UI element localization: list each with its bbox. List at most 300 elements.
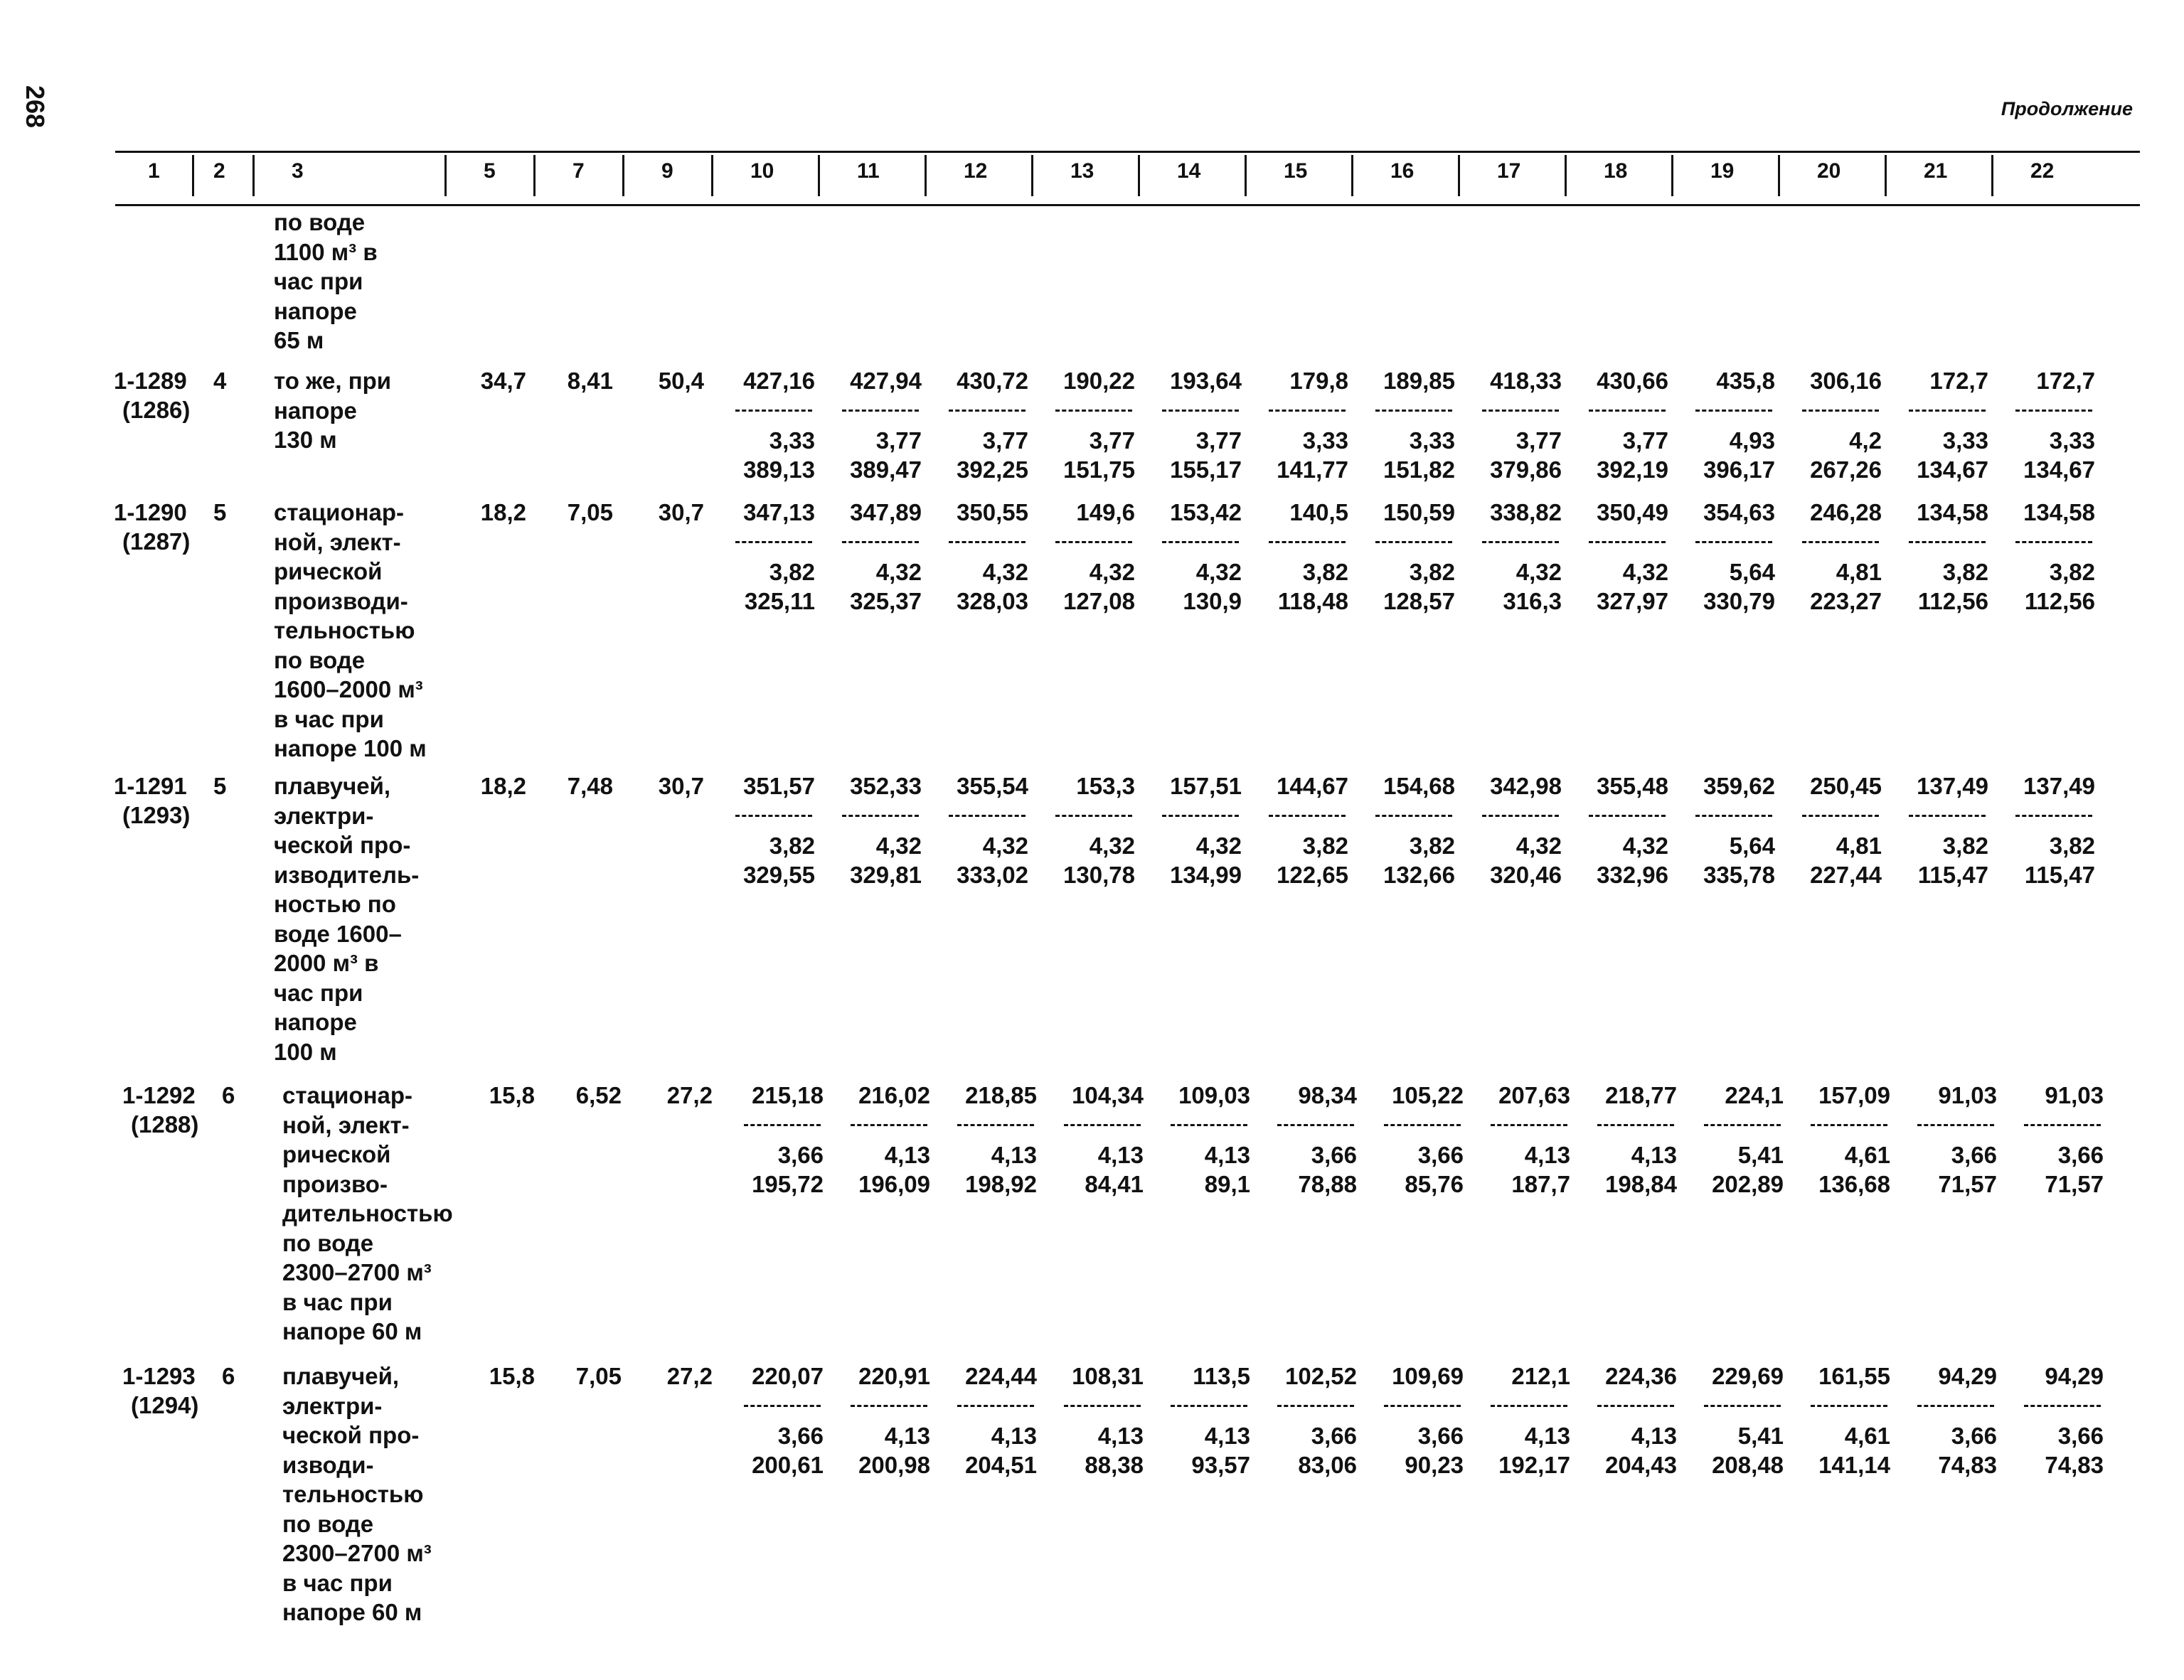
cell-wage: 4,93 — [1729, 427, 1775, 454]
row-c9: 30,7 — [658, 773, 704, 799]
fraction-cell — [2005, 498, 2095, 616]
row-c5: 15,8 — [489, 1363, 535, 1389]
row-description — [274, 366, 391, 455]
cell-materials: 127,08 — [1063, 588, 1135, 614]
page-number: 268 — [21, 85, 50, 129]
fraction-bar — [1917, 1405, 1994, 1407]
fraction-bar — [1695, 410, 1772, 412]
cell-total: 104,34 — [1072, 1082, 1144, 1108]
cell-materials: 389,47 — [850, 456, 922, 483]
description-line: ностью по — [274, 891, 396, 917]
cell-total: 161,55 — [1818, 1363, 1890, 1389]
fraction-cell — [1685, 498, 1775, 616]
row-col-2: 4 — [213, 368, 227, 394]
cell-total: 427,94 — [850, 368, 922, 394]
fraction-bar — [1375, 541, 1452, 543]
description-line: в час при — [282, 1569, 393, 1596]
fraction-bar — [1269, 541, 1346, 543]
fraction-bar — [2015, 815, 2092, 817]
cell-materials: 74,83 — [2045, 1452, 2104, 1478]
cell-total: 347,89 — [850, 499, 922, 525]
cell-total: 212,1 — [1511, 1363, 1570, 1389]
cell-materials: 335,78 — [1703, 862, 1775, 888]
cell-wage: 3,66 — [1951, 1142, 1997, 1168]
cell-wage: 4,32 — [982, 833, 1028, 859]
cell-total: 189,85 — [1383, 368, 1455, 394]
row-c7: 7,05 — [567, 499, 613, 525]
description-line: тельностью — [274, 617, 415, 643]
fraction-bar — [735, 815, 812, 817]
cell-wage: 4,61 — [1844, 1423, 1890, 1449]
cell-materials: 328,03 — [957, 588, 1028, 614]
row-code: 1-1293 — [122, 1363, 196, 1389]
cell-materials: 195,72 — [752, 1171, 824, 1197]
description-line: плавучей, — [274, 773, 391, 799]
cell-wage: 4,32 — [1622, 559, 1668, 585]
cell-total: 207,63 — [1498, 1082, 1570, 1108]
row-c7: 8,41 — [567, 368, 613, 394]
description-line: произво- — [282, 1170, 388, 1197]
fraction-bar — [1384, 1405, 1461, 1407]
cell-materials: 134,67 — [2023, 456, 2095, 483]
cell-wage: 3,33 — [1942, 427, 1988, 454]
fraction-bar — [2015, 541, 2092, 543]
cell-materials: 200,61 — [752, 1452, 824, 1478]
cell-total: 179,8 — [1289, 368, 1348, 394]
cell-materials: 192,17 — [1498, 1452, 1570, 1478]
cell-wage: 4,32 — [1195, 559, 1242, 585]
cell-wage: 5,64 — [1729, 833, 1775, 859]
fraction-bar — [1491, 1124, 1567, 1126]
fraction-bar — [1802, 410, 1879, 412]
fraction-bar — [842, 541, 919, 543]
cell-wage: 4,2 — [1849, 427, 1882, 454]
header-separator-line — [711, 155, 713, 196]
fraction-cell — [1374, 1361, 1464, 1480]
cell-materials: 227,44 — [1810, 862, 1882, 888]
cell-materials: 130,78 — [1063, 862, 1135, 888]
cell-total: 105,22 — [1392, 1082, 1464, 1108]
description-line: 1600–2000 м³ — [274, 676, 423, 702]
cell-total: 153,42 — [1170, 499, 1242, 525]
cell-materials: 78,88 — [1298, 1171, 1357, 1197]
fraction-cell — [1792, 366, 1882, 484]
cell-total: 435,8 — [1716, 368, 1775, 394]
cell-materials: 325,37 — [850, 588, 922, 614]
cell-wage: 3,66 — [1417, 1142, 1464, 1168]
description-line: рической — [274, 558, 383, 584]
cell-total: 193,64 — [1170, 368, 1242, 394]
fraction-bar — [1695, 541, 1772, 543]
description-line: то же, при — [274, 368, 392, 394]
cell-materials: 223,27 — [1810, 588, 1882, 614]
description-line: 2300–2700 м³ — [282, 1259, 432, 1285]
fraction-bar — [2015, 410, 2092, 412]
cell-total: 430,66 — [1597, 368, 1668, 394]
description-line: рической — [282, 1141, 391, 1167]
cell-total: 224,36 — [1605, 1363, 1677, 1389]
fraction-bar — [949, 815, 1026, 817]
fraction-cell — [1054, 1081, 1144, 1199]
fraction-cell — [1365, 498, 1455, 616]
fraction-bar — [1704, 1124, 1781, 1126]
fraction-cell — [832, 771, 922, 889]
fraction-cell — [1045, 498, 1135, 616]
cell-materials: 392,19 — [1597, 456, 1668, 483]
cell-wage: 5,64 — [1729, 559, 1775, 585]
description-line: по воде — [274, 646, 366, 673]
cell-total: 154,68 — [1383, 773, 1455, 799]
cell-total: 98,34 — [1298, 1082, 1357, 1108]
fraction-cell — [1694, 1081, 1784, 1199]
description-line: напоре — [274, 1009, 357, 1035]
cell-materials: 93,57 — [1191, 1452, 1250, 1478]
cell-total: 108,31 — [1072, 1363, 1144, 1389]
fraction-cell — [1801, 1361, 1890, 1480]
cell-total: 215,18 — [752, 1082, 824, 1108]
cell-wage: 3,33 — [1409, 427, 1455, 454]
cell-total: 94,29 — [1938, 1363, 1997, 1389]
cell-materials: 122,65 — [1277, 862, 1348, 888]
cell-materials: 396,17 — [1703, 456, 1775, 483]
cell-wage: 4,13 — [1204, 1142, 1250, 1168]
description-line: ческой про- — [282, 1422, 420, 1448]
cell-wage: 4,32 — [1516, 833, 1562, 859]
description-line: 2000 м³ в — [274, 950, 379, 976]
column-header-1: 1 — [148, 159, 160, 183]
row-code-alt: (1293) — [122, 802, 191, 828]
fraction-bar — [1384, 1124, 1461, 1126]
cell-total: 350,49 — [1597, 499, 1668, 525]
cell-wage: 3,66 — [777, 1423, 824, 1449]
fraction-bar — [1491, 1405, 1567, 1407]
cell-materials: 112,56 — [2024, 588, 2095, 614]
row-description — [282, 1081, 453, 1347]
cell-wage: 4,32 — [1516, 559, 1562, 585]
header-separator-line — [192, 155, 194, 196]
cell-wage: 3,66 — [777, 1142, 824, 1168]
fraction-bar — [851, 1124, 927, 1126]
cell-materials: 316,3 — [1503, 588, 1562, 614]
cell-wage: 3,77 — [1089, 427, 1135, 454]
cell-wage: 4,13 — [1524, 1142, 1570, 1168]
cell-wage: 4,13 — [1204, 1423, 1250, 1449]
cell-materials: 330,79 — [1703, 588, 1775, 614]
fraction-cell — [2005, 366, 2095, 484]
fraction-bar — [1269, 410, 1346, 412]
fraction-cell — [1161, 1361, 1250, 1480]
description-line: час при — [274, 268, 363, 294]
fraction-bar — [1269, 815, 1346, 817]
cell-materials: 115,47 — [1917, 862, 1988, 888]
cell-total: 109,03 — [1178, 1082, 1250, 1108]
description-line: плавучей, — [282, 1363, 400, 1389]
description-line: изводитель- — [274, 861, 420, 888]
fraction-bar — [744, 1124, 821, 1126]
header-separator-line — [1031, 155, 1033, 196]
fraction-bar — [1171, 1405, 1247, 1407]
cell-materials: 198,92 — [965, 1171, 1037, 1197]
fraction-bar — [851, 1405, 927, 1407]
cell-wage: 5,41 — [1737, 1142, 1784, 1168]
description-line: напоре — [274, 397, 357, 424]
header-separator-line — [925, 155, 927, 196]
cell-materials: 85,76 — [1405, 1171, 1464, 1197]
header-separator-line — [533, 155, 536, 196]
fraction-bar — [957, 1405, 1034, 1407]
row-col-2: 5 — [213, 773, 227, 799]
description-line: напоре 60 м — [282, 1318, 422, 1344]
column-header-21: 21 — [1924, 159, 1948, 183]
fraction-bar — [1064, 1124, 1141, 1126]
fraction-cell — [725, 366, 815, 484]
cell-wage: 3,82 — [1942, 833, 1988, 859]
fraction-bar — [949, 541, 1026, 543]
description-line: дительностью — [282, 1200, 453, 1226]
cell-total: 109,69 — [1392, 1363, 1464, 1389]
cell-total: 350,55 — [957, 499, 1028, 525]
row-code-alt: (1288) — [131, 1111, 199, 1138]
cell-wage: 3,77 — [1622, 427, 1668, 454]
description-line: электри- — [282, 1392, 383, 1419]
fraction-cell — [1472, 366, 1562, 484]
row-code-alt: (1286) — [122, 397, 191, 423]
row-c5: 15,8 — [489, 1082, 535, 1108]
fraction-bar — [1909, 815, 1986, 817]
row-col-2: 6 — [222, 1082, 235, 1108]
cell-wage: 4,13 — [884, 1423, 930, 1449]
description-line: ческой про- — [274, 832, 411, 858]
cell-wage: 4,32 — [875, 559, 922, 585]
cell-materials: 71,57 — [2045, 1171, 2104, 1197]
fraction-bar — [842, 410, 919, 412]
fraction-bar — [842, 815, 919, 817]
fraction-bar — [1704, 1405, 1781, 1407]
cell-wage: 3,66 — [1311, 1423, 1357, 1449]
fraction-cell — [1152, 498, 1242, 616]
cell-wage: 4,32 — [982, 559, 1028, 585]
cell-materials: 267,26 — [1810, 456, 1882, 483]
fraction-bar — [1802, 815, 1879, 817]
column-header-5: 5 — [484, 159, 496, 183]
cell-wage: 4,13 — [1097, 1423, 1144, 1449]
cell-total: 157,51 — [1170, 773, 1242, 799]
fraction-cell — [1259, 498, 1348, 616]
fraction-bar — [957, 1124, 1034, 1126]
row-description — [274, 771, 419, 1066]
fraction-bar — [1162, 541, 1239, 543]
fraction-cell — [1685, 366, 1775, 484]
cell-wage: 3,82 — [1302, 833, 1348, 859]
column-header-12: 12 — [964, 159, 988, 183]
fraction-cell — [1587, 1081, 1677, 1199]
fraction-bar — [1597, 1124, 1674, 1126]
cell-wage: 5,41 — [1737, 1423, 1784, 1449]
cell-total: 246,28 — [1810, 499, 1882, 525]
cell-wage: 3,77 — [1516, 427, 1562, 454]
cell-wage: 4,32 — [1089, 833, 1135, 859]
row-c5: 34,7 — [480, 368, 526, 394]
fraction-cell — [939, 366, 1028, 484]
cell-materials: 132,66 — [1383, 862, 1455, 888]
cell-total: 140,5 — [1289, 499, 1348, 525]
description-line: стационар- — [274, 499, 405, 525]
fraction-cell — [1374, 1081, 1464, 1199]
cell-wage: 3,33 — [2049, 427, 2095, 454]
fraction-bar — [1811, 1124, 1887, 1126]
row-code-alt: (1287) — [122, 528, 191, 555]
column-header-3: 3 — [292, 159, 304, 183]
fraction-bar — [1597, 1405, 1674, 1407]
fraction-cell — [1267, 1361, 1357, 1480]
fraction-cell — [832, 366, 922, 484]
cell-materials: 118,48 — [1277, 588, 1348, 614]
header-separator-line — [1245, 155, 1247, 196]
fraction-cell — [725, 498, 815, 616]
fraction-bar — [1277, 1124, 1354, 1126]
cell-total: 218,85 — [965, 1082, 1037, 1108]
cell-total: 134,58 — [2023, 499, 2095, 525]
fraction-cell — [1792, 771, 1882, 889]
cell-total: 172,7 — [2036, 368, 2095, 394]
cell-wage: 4,32 — [1195, 833, 1242, 859]
cell-total: 224,1 — [1725, 1082, 1784, 1108]
cell-wage: 3,66 — [2057, 1423, 2104, 1449]
cell-wage: 3,82 — [769, 559, 815, 585]
cell-materials: 155,17 — [1170, 456, 1242, 483]
fraction-bar — [1277, 1405, 1354, 1407]
fraction-bar — [1162, 410, 1239, 412]
fraction-cell — [1045, 366, 1135, 484]
fraction-bar — [2024, 1124, 2101, 1126]
row-c9: 30,7 — [658, 499, 704, 525]
cell-total: 137,49 — [2023, 773, 2095, 799]
cell-wage: 4,13 — [1631, 1142, 1677, 1168]
fraction-bar — [1695, 815, 1772, 817]
row-description — [282, 1361, 432, 1627]
cell-total: 430,72 — [957, 368, 1028, 394]
fraction-bar — [1055, 815, 1132, 817]
cell-materials: 202,89 — [1712, 1171, 1784, 1197]
column-header-18: 18 — [1604, 159, 1628, 183]
fraction-cell — [947, 1361, 1037, 1480]
cell-materials: 333,02 — [957, 862, 1028, 888]
cell-wage: 3,82 — [1942, 559, 1988, 585]
cell-wage: 4,13 — [991, 1142, 1037, 1168]
row-code: 1-1289 — [114, 368, 187, 394]
header-separator-line — [1991, 155, 1993, 196]
cell-materials: 204,51 — [965, 1452, 1037, 1478]
cell-total: 172,7 — [1929, 368, 1988, 394]
cell-materials: 379,86 — [1490, 456, 1562, 483]
cell-wage: 3,82 — [1409, 559, 1455, 585]
header-separator-line — [1351, 155, 1353, 196]
cell-total: 91,03 — [1938, 1082, 1997, 1108]
cell-materials: 136,68 — [1818, 1171, 1890, 1197]
column-header-7: 7 — [572, 159, 585, 183]
description-line: изводи- — [282, 1451, 374, 1478]
fraction-cell — [1045, 771, 1135, 889]
fraction-cell — [2014, 1081, 2104, 1199]
cell-wage: 3,66 — [1417, 1423, 1464, 1449]
fraction-cell — [1579, 498, 1668, 616]
fraction-bar — [735, 410, 812, 412]
row-code: 1-1292 — [122, 1082, 196, 1108]
cell-materials: 89,1 — [1204, 1171, 1250, 1197]
cell-wage: 3,77 — [1195, 427, 1242, 454]
cell-wage: 3,33 — [769, 427, 815, 454]
cell-materials: 115,47 — [2024, 862, 2095, 888]
fraction-bar — [1162, 815, 1239, 817]
description-line: электри- — [274, 802, 374, 829]
fraction-bar — [1064, 1405, 1141, 1407]
row-col-2: 5 — [213, 499, 227, 525]
fraction-cell — [1161, 1081, 1250, 1199]
cell-materials: 134,67 — [1917, 456, 1988, 483]
fraction-cell — [832, 498, 922, 616]
cell-wage: 3,66 — [1311, 1142, 1357, 1168]
header-separator-line — [1885, 155, 1887, 196]
header-separator-line — [622, 155, 624, 196]
cell-materials: 134,99 — [1170, 862, 1242, 888]
cell-total: 102,52 — [1285, 1363, 1357, 1389]
cell-total: 190,22 — [1063, 368, 1135, 394]
fraction-bar — [735, 541, 812, 543]
cell-total: 338,82 — [1490, 499, 1562, 525]
cell-total: 220,07 — [752, 1363, 824, 1389]
cell-materials: 208,48 — [1712, 1452, 1784, 1478]
cell-total: 354,63 — [1703, 499, 1775, 525]
fraction-bar — [1171, 1124, 1247, 1126]
cell-total: 91,03 — [2045, 1082, 2104, 1108]
column-header-11: 11 — [857, 159, 880, 183]
cell-materials: 151,75 — [1063, 456, 1135, 483]
cell-materials: 128,57 — [1383, 588, 1455, 614]
column-header-17: 17 — [1497, 159, 1521, 183]
cell-total: 250,45 — [1810, 773, 1882, 799]
description-line: в час при — [282, 1288, 393, 1315]
fraction-cell — [1685, 771, 1775, 889]
cell-materials: 325,11 — [744, 588, 815, 614]
fraction-bar — [1917, 1124, 1994, 1126]
cell-materials: 196,09 — [858, 1171, 930, 1197]
cell-wage: 4,81 — [1836, 559, 1882, 585]
description-line: воде 1600– — [274, 920, 402, 947]
cell-wage: 3,82 — [1302, 559, 1348, 585]
fraction-bar — [1909, 541, 1986, 543]
fraction-cell — [1259, 366, 1348, 484]
cell-wage: 4,13 — [884, 1142, 930, 1168]
cell-materials: 90,23 — [1405, 1452, 1464, 1478]
description-line: 100 м — [274, 1038, 337, 1065]
cell-wage: 3,82 — [2049, 559, 2095, 585]
cell-total: 218,77 — [1605, 1082, 1677, 1108]
fraction-bar — [1055, 541, 1132, 543]
row-code-alt: (1294) — [131, 1392, 199, 1418]
column-header-22: 22 — [2030, 159, 2055, 183]
cell-wage: 4,13 — [1097, 1142, 1144, 1168]
fraction-cell — [1481, 1081, 1570, 1199]
description-line: напоре 100 м — [274, 735, 427, 761]
cell-wage: 3,77 — [982, 427, 1028, 454]
fraction-cell — [1579, 366, 1668, 484]
cell-materials: 329,81 — [850, 862, 922, 888]
fraction-cell — [1792, 498, 1882, 616]
cell-total: 216,02 — [858, 1082, 930, 1108]
fraction-cell — [734, 1081, 824, 1199]
fraction-cell — [725, 771, 815, 889]
cell-wage: 3,82 — [1409, 833, 1455, 859]
